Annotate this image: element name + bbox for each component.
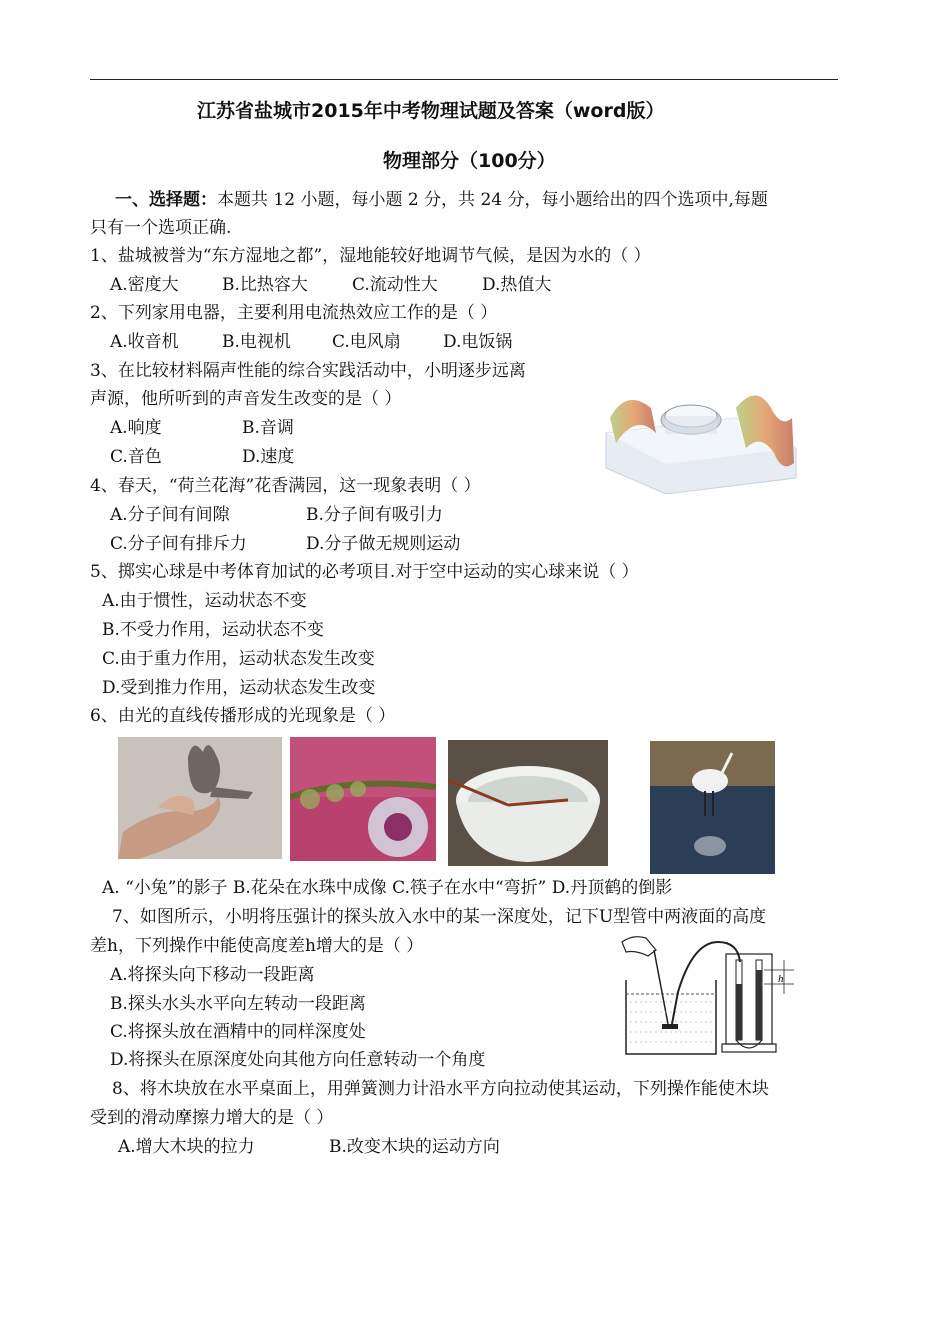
q5-stem: 5、掷实心球是中考体育加试的必考项目.对于空中运动的实心球来说（ ） xyxy=(90,562,639,582)
chopsticks-in-bowl-photo xyxy=(448,740,608,866)
q2-option-d: D.电饭锅 xyxy=(443,332,513,352)
q8-stem-a: 8、将木块放在水平桌面上，用弹簧测力计沿水平方向拉动使其运动，下列操作能使木块 xyxy=(112,1079,769,1099)
q7-stem-a: 7、如图所示，小明将压强计的探头放入水中的某一深度处，记下U型管中两液面的高度 xyxy=(112,907,767,927)
q7-option-a: A.将探头向下移动一段距离 xyxy=(110,965,315,985)
page-title: 江苏省盐城市2015年中考物理试题及答案（word版） xyxy=(197,100,665,122)
q5-option-d: D.受到推力作用，运动状态发生改变 xyxy=(102,678,376,698)
q7-option-d: D.将探头在原深度处向其他方向任意转动一个角度 xyxy=(110,1050,486,1070)
page-subtitle: 物理部分（100分） xyxy=(383,150,556,172)
q1-stem: 1、盐城被誉为“东方湿地之都”，湿地能较好地调节气候，是因为水的（ ） xyxy=(90,246,651,266)
q1-option-c: C.流动性大 xyxy=(352,275,438,295)
q7-option-b: B.探头水头水平向左转动一段距离 xyxy=(110,994,366,1014)
q4-stem: 4、春天，“荷兰花海”花香满园，这一现象表明（ ） xyxy=(90,476,481,496)
q7-option-c: C.将探头放在酒精中的同样深度处 xyxy=(110,1022,366,1042)
q8-option-b: B.改变木块的运动方向 xyxy=(329,1137,500,1157)
q1-option-d: D.热值大 xyxy=(482,275,552,295)
q5-option-c: C.由于重力作用，运动状态发生改变 xyxy=(102,649,375,669)
q7-stem-b: 差h，下列操作中能使高度差h增大的是（ ） xyxy=(90,936,424,956)
top-rule xyxy=(90,79,838,80)
q3-stem-a: 3、在比较材料隔声性能的综合实践活动中，小明逐步远离 xyxy=(90,361,526,381)
q1-option-a: A.密度大 xyxy=(110,275,179,295)
height-difference-label: h xyxy=(778,973,784,985)
q6-stem: 6、由光的直线传播形成的光现象是（ ） xyxy=(90,706,396,726)
q3-option-d: D.速度 xyxy=(242,447,295,467)
q8-option-a: A.增大木块的拉力 xyxy=(118,1137,255,1157)
q4-option-b: B.分子间有吸引力 xyxy=(306,505,443,525)
section-heading: 一、选择题： xyxy=(115,190,217,210)
q6-options: A. “小兔”的影子 B.花朵在水珠中成像 C.筷子在水中“弯折” D.丹顶鹤的倒影 xyxy=(102,878,673,898)
q8-stem-b: 受到的滑动摩擦力增大的是（ ） xyxy=(90,1108,334,1128)
q4-option-c: C.分子间有排斥力 xyxy=(110,534,247,554)
q3-stem-b: 声源，他所听到的声音发生改变的是（ ） xyxy=(90,389,402,409)
pressure-gauge-figure xyxy=(618,932,808,1060)
q2-option-a: A.收音机 xyxy=(110,332,179,352)
section-instructions xyxy=(115,189,768,211)
q2-stem: 2、下列家用电器，主要利用电流热效应工作的是（ ） xyxy=(90,303,498,323)
section-instructions-b: 只有一个选项正确. xyxy=(90,218,232,238)
q2-option-b: B.电视机 xyxy=(222,332,291,352)
q3-option-a: A.响度 xyxy=(110,418,162,438)
q3-option-b: B.音调 xyxy=(242,418,294,438)
q4-option-d: D.分子做无规则运动 xyxy=(306,534,461,554)
q5-option-a: A.由于惯性，运动状态不变 xyxy=(102,591,307,611)
q3-option-c: C.音色 xyxy=(110,447,162,467)
sound-insulation-box-figure xyxy=(596,378,798,496)
q2-option-c: C.电风扇 xyxy=(332,332,401,352)
rabbit-shadow-photo xyxy=(118,737,282,859)
q1-option-b: B.比热容大 xyxy=(222,275,308,295)
crane-reflection-photo xyxy=(650,741,775,874)
q4-option-a: A.分子间有间隙 xyxy=(110,505,230,525)
q5-option-b: B.不受力作用，运动状态不变 xyxy=(102,620,324,640)
water-droplet-flower-photo xyxy=(290,737,436,861)
section-instructions-a: 本题共 12 小题，每小题 2 分，共 24 分，每小题给出的四个选项中,每题 xyxy=(217,190,768,210)
